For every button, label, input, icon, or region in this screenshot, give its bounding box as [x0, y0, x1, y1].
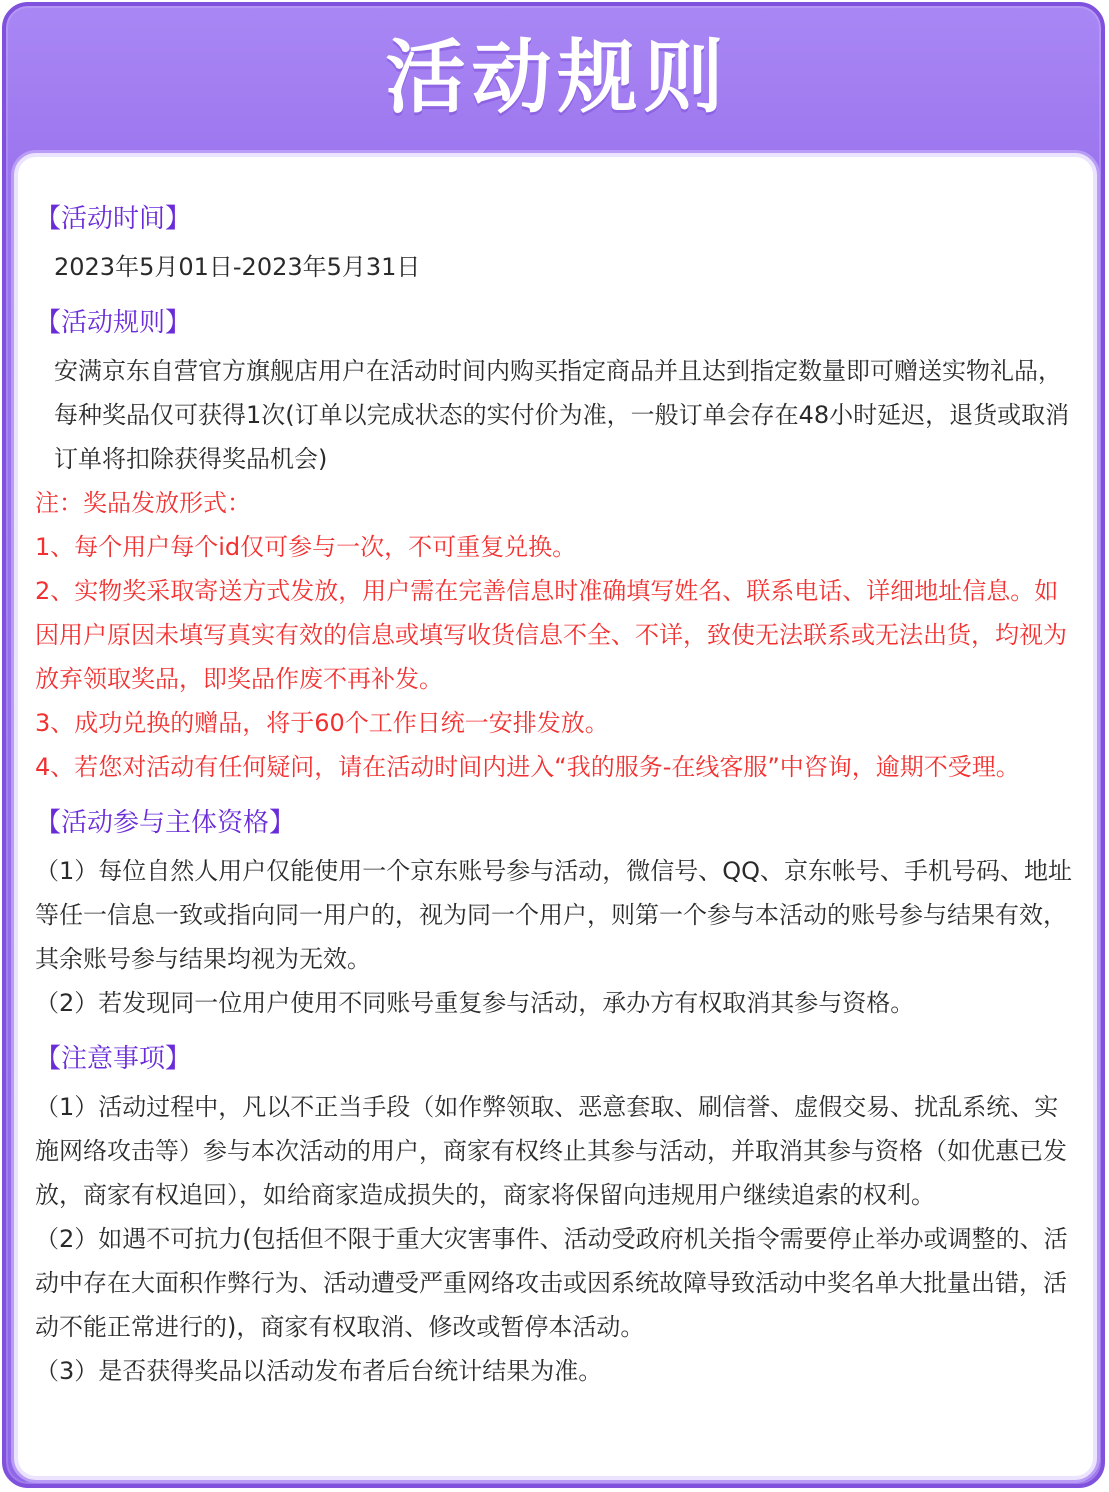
section-heading-rules: 【活动规则】: [35, 308, 192, 338]
prize-note-4: 4、若您对活动有任何疑问，请在活动时间内进入“我的服务-在线客服”中咨询，逾期不受理。: [35, 753, 1020, 781]
prize-note-3: 3、成功兑换的赠品，将于60个工作日统一安排发放。: [35, 709, 609, 737]
notice-item-2: （2）如遇不可抗力(包括但不限于重大灾害事件、活动受政府机关指令需要停止举办或调整的、活动中存在大面积作弊行为、活动遭受严重网络攻击或因系统故障导致活动中奖名单大批量出错，活动不能正常进行的)，商家有权取消、修改或暂停本活动。: [35, 1225, 1068, 1341]
page-title: 活动规则: [385, 31, 730, 124]
spacer: [35, 789, 1079, 797]
eligibility-item-2: （2）若发现同一位用户使用不同账号重复参与活动，承办方有权取消其参与资格。: [35, 989, 915, 1017]
section-heading-eligibility: 【活动参与主体资格】: [35, 808, 296, 838]
spacer: [35, 1025, 1079, 1033]
section-heading-time: 【活动时间】: [35, 204, 192, 234]
spacer: [35, 289, 1079, 297]
prize-note-1: 1、每个用户每个id仅可参与一次，不可重复兑换。: [35, 533, 577, 561]
notice-item-3: （3）是否获得奖品以活动发布者后台统计结果为准。: [35, 1357, 603, 1385]
section-heading-notice: 【注意事项】: [35, 1044, 192, 1074]
notice-item-1: （1）活动过程中，凡以不正当手段（如作弊领取、恶意套取、刷信誉、虚假交易、扰乱系统、实施网络攻击等）参与本次活动的用户，商家有权终止其参与活动，并取消其参与资格（如优惠已发放，商家有权追回），如给商家造成损失的，商家将保留向违规用户继续追索的权利。: [35, 1093, 1067, 1209]
activity-time-text: 2023年5月01日-2023年5月31日: [54, 253, 421, 281]
prize-note-2: 2、实物奖采取寄送方式发放，用户需在完善信息时准确填写姓名、联系电话、详细地址信息。如因用户原因未填写真实有效的信息或填写收货信息不全、不详，致使无法联系或无法出货，均视为放弃领取奖品，即奖品作废不再补发。: [35, 577, 1067, 693]
rules-frame: [2, 2, 1105, 1488]
rules-paragraph: 安满京东自营官方旗舰店用户在活动时间内购买指定商品并且达到指定数量即可赠送实物礼品，每种奖品仅可获得1次(订单以完成状态的实付价为准，一般订单会存在48小时延迟，退货或取消订单将扣除获得奖品机会): [54, 357, 1070, 473]
rules-panel: [14, 153, 1097, 1480]
prize-note-title: 注：奖品发放形式：: [35, 489, 251, 517]
eligibility-item-1: （1）每位自然人用户仅能使用一个京东账号参与活动，微信号、QQ、京东帐号、手机号码、地址等任一信息一致或指向同一用户的，视为同一个用户，则第一个参与本活动的账号参与结果有效，其余账号参与结果均视为无效。: [35, 857, 1073, 973]
rules-content: [35, 193, 1079, 1393]
